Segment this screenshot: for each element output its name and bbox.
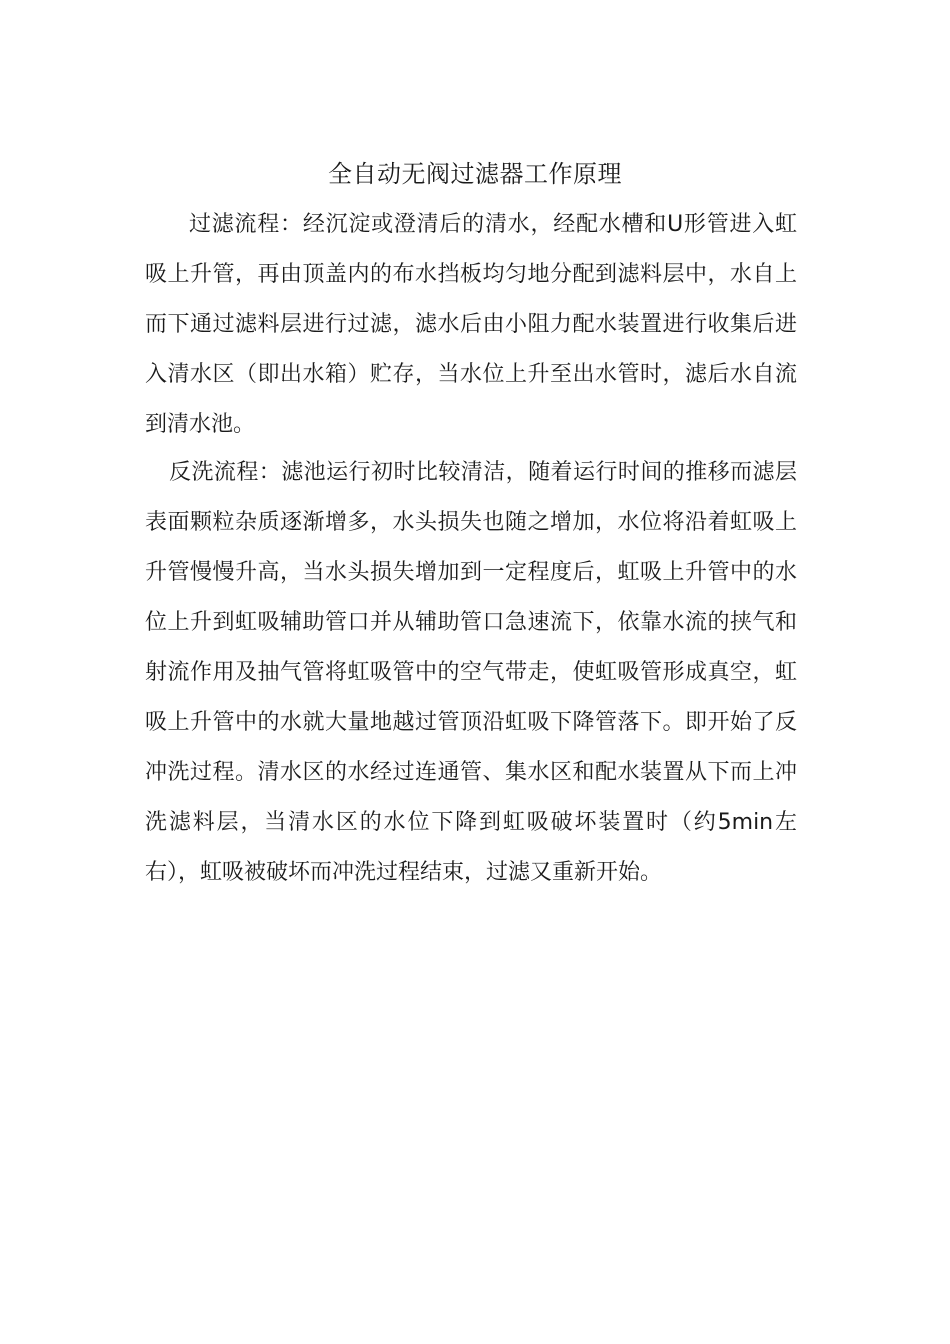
paragraph-backwash-process: 反洗流程：滤池运行初时比较清洁，随着运行时间的推移而滤层表面颗粒杂质逐渐增多，水头损失也随之增加，水位将沿着虹吸上升管慢慢升高，当水头损失增加到一定程度后，虹吸上升管中的水位上升到虹吸辅助管口并从辅助管口急速流下，依靠水流的挟气和射流作用及抽气管将虹吸管中的空气带走，使虹吸管形成真空，虹吸上升管中的水就大量地越过管顶沿虹吸下降管落下。即开始了反冲洗过程。清水区的水经过连通管、集水区和配水装置从下而上冲洗滤料层，当清水区的水位下降到虹吸破坏装置时（约5min左右），虹吸被破坏而冲洗过程结束，过滤又重新开始。 — [145, 460, 797, 885]
paragraph-filter-process: 过滤流程：经沉淀或澄清后的清水，经配水槽和U形管进入虹吸上升管，再由顶盖内的布水挡板均匀地分配到滤料层中，水自上而下通过滤料层进行过滤，滤水后由小阻力配水装置进行收集后进入清水区（即出水箱）贮存，当水位上升至出水管时，滤后水自流到清水池。 — [145, 212, 797, 437]
document-title: 全自动无阀过滤器工作原理 — [328, 160, 622, 188]
